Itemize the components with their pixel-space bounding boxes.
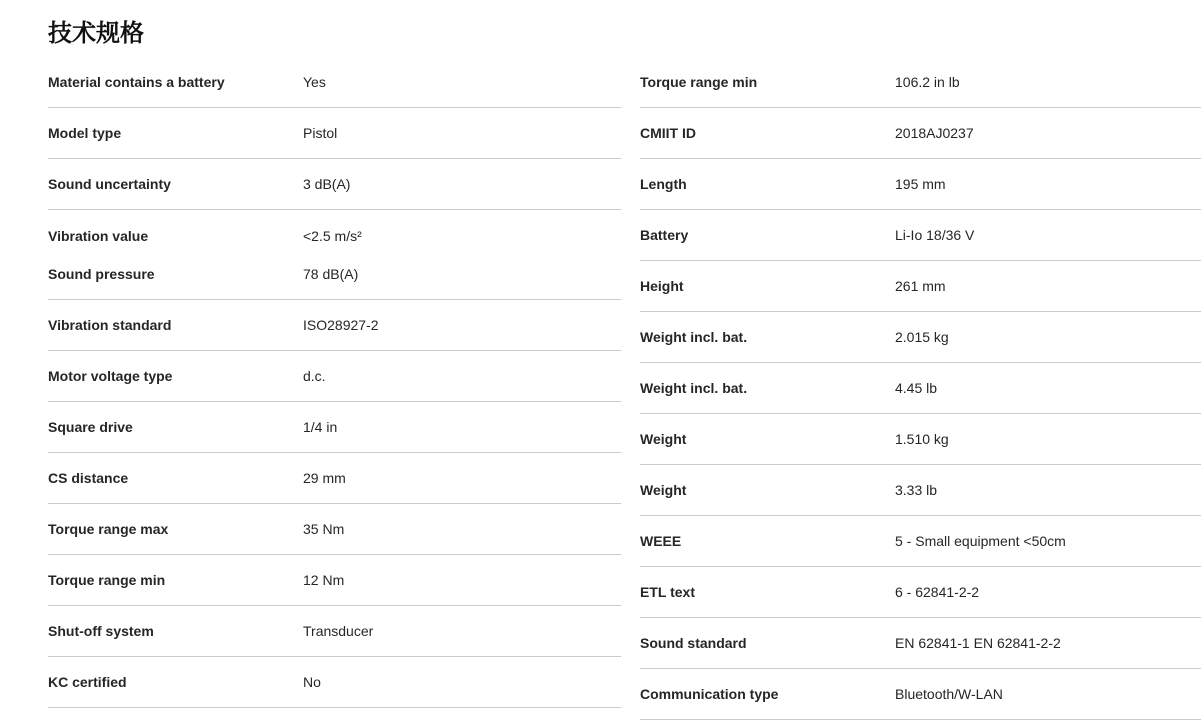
spec-label: Torque range min <box>48 572 166 588</box>
spec-pair <box>640 634 1201 652</box>
spec-row <box>640 159 1201 210</box>
spec-label: Height <box>640 278 684 294</box>
spec-row <box>48 402 621 453</box>
spec-row <box>48 606 621 657</box>
spec-value: 106.2 in lb <box>895 74 960 90</box>
spec-label: Sound uncertainty <box>48 176 171 192</box>
spec-value: No <box>303 674 321 690</box>
spec-label: Weight <box>640 482 687 498</box>
spec-row <box>48 657 621 708</box>
spec-label: Square drive <box>48 419 133 435</box>
spec-pair <box>48 367 621 385</box>
spec-pair <box>640 73 1201 91</box>
spec-row <box>640 312 1201 363</box>
spec-label: WEEE <box>640 533 682 549</box>
spec-label: Sound standard <box>640 635 747 651</box>
spec-label: Model type <box>48 125 122 141</box>
spec-label: KC certified <box>48 674 127 690</box>
spec-value: 1.510 kg <box>895 431 949 447</box>
spec-pair <box>640 685 1201 703</box>
spec-label: Weight <box>640 431 687 447</box>
spec-pair <box>640 532 1201 550</box>
spec-value: Yes <box>303 74 326 90</box>
spec-value: 29 mm <box>303 470 346 486</box>
spec-row <box>640 618 1201 669</box>
spec-value: ISO28927-2 <box>303 317 379 333</box>
spec-label: Weight incl. bat. <box>640 329 748 345</box>
spec-value: 3.33 lb <box>895 482 938 498</box>
spec-label: Torque range max <box>48 521 169 537</box>
spec-row <box>640 516 1201 567</box>
spec-pair <box>640 379 1201 397</box>
spec-row <box>48 108 621 159</box>
spec-value: Transducer <box>303 623 374 639</box>
spec-value: 4.45 lb <box>895 380 938 396</box>
spec-value: Bluetooth/W-LAN <box>895 686 1003 702</box>
spec-label: Vibration standard <box>48 317 172 333</box>
spec-label: CS distance <box>48 470 129 486</box>
spec-label: Communication type <box>640 686 779 702</box>
spec-pair <box>48 418 621 436</box>
spec-value: 261 mm <box>895 278 946 294</box>
spec-columns <box>48 57 1201 720</box>
spec-label: Vibration value <box>48 227 149 244</box>
spec-value: 3 dB(A) <box>303 176 351 192</box>
spec-pair <box>48 622 621 640</box>
page-title: 技术规格 <box>48 20 144 47</box>
spec-value: 12 Nm <box>303 572 345 588</box>
spec-label: Weight incl. bat. <box>640 380 748 396</box>
spec-value: 195 mm <box>895 176 946 192</box>
spec-row <box>640 108 1201 159</box>
spec-label: Battery <box>640 227 689 243</box>
spec-pair <box>48 520 621 538</box>
spec-pair <box>48 316 621 334</box>
spec-column-left <box>48 57 621 708</box>
spec-row <box>48 57 621 108</box>
spec-pair <box>640 430 1201 448</box>
spec-value: 78 dB(A) <box>303 265 359 282</box>
spec-row <box>640 669 1201 720</box>
spec-pair <box>640 328 1201 346</box>
spec-value: EN 62841-1 EN 62841-2-2 <box>895 635 1061 651</box>
spec-value: <2.5 m/s² <box>303 227 362 244</box>
spec-row <box>640 57 1201 108</box>
spec-row <box>640 363 1201 414</box>
spec-label: CMIIT ID <box>640 125 696 141</box>
spec-value: 35 Nm <box>303 521 345 537</box>
spec-value: 6 - 62841-2-2 <box>895 584 980 600</box>
spec-pair <box>48 227 621 245</box>
spec-row <box>640 414 1201 465</box>
spec-label: Material contains a battery <box>48 74 225 90</box>
spec-row <box>640 210 1201 261</box>
spec-label: Torque range min <box>640 74 758 90</box>
spec-row <box>48 555 621 606</box>
spec-pair <box>48 73 621 91</box>
spec-column-right <box>640 57 1201 720</box>
spec-pair <box>640 226 1201 244</box>
spec-row <box>640 261 1201 312</box>
spec-row <box>48 210 621 300</box>
spec-pair <box>48 265 621 283</box>
spec-pair <box>48 571 621 589</box>
spec-pair <box>48 175 621 193</box>
spec-row <box>48 504 621 555</box>
spec-pair <box>640 124 1201 142</box>
spec-label: Shut-off system <box>48 623 154 639</box>
spec-row <box>48 351 621 402</box>
spec-row <box>640 567 1201 618</box>
spec-pair <box>48 124 621 142</box>
spec-value: 2.015 kg <box>895 329 949 345</box>
spec-label: Length <box>640 176 687 192</box>
spec-pair <box>640 481 1201 499</box>
spec-row <box>48 453 621 504</box>
spec-value: 2018AJ0237 <box>895 125 974 141</box>
spec-row <box>48 300 621 351</box>
spec-row <box>48 159 621 210</box>
spec-pair <box>48 469 621 487</box>
spec-row <box>640 465 1201 516</box>
spec-value: Li-Io 18/36 V <box>895 227 975 243</box>
spec-pair <box>640 583 1201 601</box>
spec-value: d.c. <box>303 368 326 384</box>
spec-value: Pistol <box>303 125 338 141</box>
spec-pair <box>640 277 1201 295</box>
spec-value: 5 - Small equipment <50cm <box>895 533 1066 549</box>
spec-pair <box>48 673 621 691</box>
spec-label: Sound pressure <box>48 265 155 282</box>
spec-pair <box>640 175 1201 193</box>
spec-label: Motor voltage type <box>48 368 173 384</box>
spec-value: 1/4 in <box>303 419 338 435</box>
spec-label: ETL text <box>640 584 695 600</box>
